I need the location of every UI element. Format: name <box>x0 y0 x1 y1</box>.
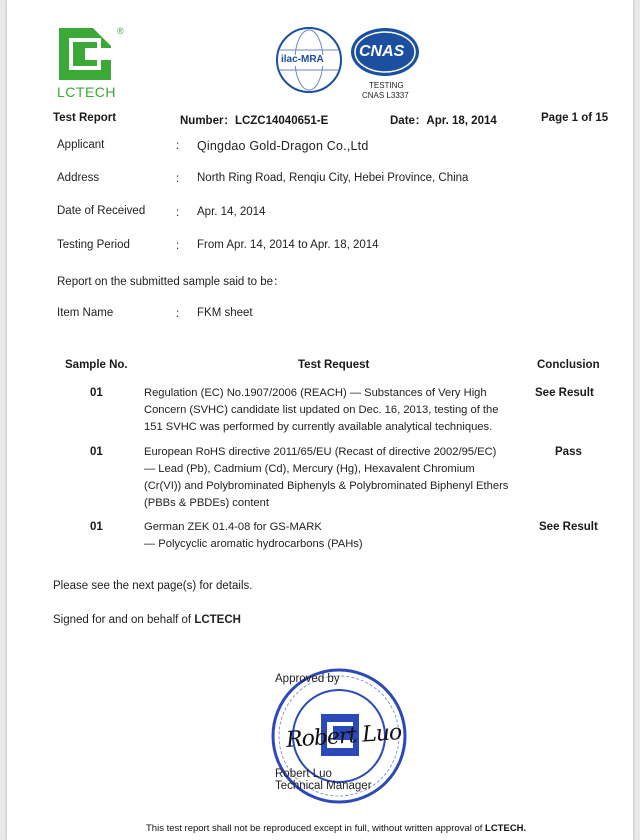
address-label: Address <box>57 172 100 184</box>
item-value: FKM sheet <box>197 307 253 319</box>
signature: Robert Luo <box>285 720 403 753</box>
period-label: Testing Period <box>57 239 130 251</box>
item-colon: : <box>176 308 180 320</box>
request-line: — Polycyclic aromatic hydrocarbons (PAHs) <box>144 538 363 550</box>
page-indicator: Page 1 of 15 <box>541 112 609 124</box>
request-line: European RoHS directive 2011/65/EU (Recast of directive 2002/95/EC) <box>144 446 497 458</box>
report-number: Number：LCZC14040651-E <box>180 115 329 127</box>
received-label: Date of Received <box>57 205 146 217</box>
registered-mark: ® <box>117 26 124 36</box>
item-label: Item Name <box>57 307 114 319</box>
cnas-badge <box>347 26 427 102</box>
address-colon: : <box>176 173 180 185</box>
approved-by-label: Approved by <box>275 673 340 685</box>
signed-line <box>53 614 241 626</box>
ilac-text: ilac-MRA <box>281 54 324 65</box>
col-header-conclusion: Conclusion <box>537 359 600 371</box>
sample-number: 01 <box>90 446 103 458</box>
conclusion-value: Pass <box>555 446 582 458</box>
ilac-mra-badge <box>275 26 343 94</box>
test-request-cell <box>144 519 363 553</box>
signed-company: LCTECH <box>194 614 241 626</box>
received-colon: : <box>176 207 180 219</box>
details-note: Please see the next page(s) for details. <box>53 580 253 592</box>
approver-name: Robert Luo <box>275 768 332 780</box>
applicant-value: Qingdao Gold-Dragon Co.,Ltd <box>197 139 369 153</box>
period-value: From Apr. 14, 2014 to Apr. 18, 2014 <box>197 239 379 251</box>
footer-prefix: This test report shall not be reproduced except in full, without written approval of <box>146 823 486 834</box>
signed-prefix: Signed for and on behalf of <box>53 614 195 626</box>
cnas-text: CNAS <box>359 43 405 60</box>
col-header-request: Test Request <box>298 359 370 371</box>
period-colon: : <box>176 240 180 252</box>
received-value: Apr. 14, 2014 <box>197 206 266 218</box>
address-value: North Ring Road, Renqiu City, Hebei Province, China <box>197 172 469 184</box>
testing-label: TESTING <box>369 81 404 90</box>
conclusion-value: See Result <box>539 521 598 533</box>
logo-text: LCTECH <box>57 84 117 100</box>
report-intro: Report on the submitted sample said to be： <box>57 276 285 288</box>
footer-company: LCTECH. <box>485 823 527 834</box>
lctech-logo <box>53 26 123 98</box>
applicant-colon: : <box>176 140 180 152</box>
lctech-logo-icon <box>59 26 115 82</box>
request-line: Concern (SVHC) candidate list updated on Dec. 16, 2013, testing of the <box>144 404 499 416</box>
test-request-cell <box>144 444 508 512</box>
request-line: 151 SVHC was performed by currently available analytical techniques. <box>144 421 493 433</box>
col-header-sample: Sample No. <box>65 359 128 371</box>
sample-number: 01 <box>90 387 103 399</box>
request-line: (Cr(VI)) and Polybrominated Biphenyls & Polybrominated Biphenyl Ethers <box>144 480 509 492</box>
sample-number: 01 <box>90 521 103 533</box>
request-line: (PBBs & PBDEs) content <box>144 497 269 509</box>
report-date: Date：Apr. 18, 2014 <box>390 115 497 127</box>
approver-title: Technical Manager <box>275 780 372 792</box>
request-line: German ZEK 01.4-08 for GS-MARK <box>144 521 322 533</box>
request-line: — Lead (Pb), Cadmium (Cd), Mercury (Hg), Hexavalent Chromium <box>144 463 475 475</box>
footer-note <box>146 823 526 834</box>
conclusion-value: See Result <box>535 387 594 399</box>
report-title: Test Report <box>53 112 117 124</box>
request-line: Regulation (EC) No.1907/2006 (REACH) — Substances of Very High <box>144 387 487 399</box>
test-request-cell <box>144 385 498 436</box>
applicant-label: Applicant <box>57 139 105 151</box>
cnas-number: CNAS L3337 <box>362 91 409 100</box>
report-page <box>7 0 633 840</box>
